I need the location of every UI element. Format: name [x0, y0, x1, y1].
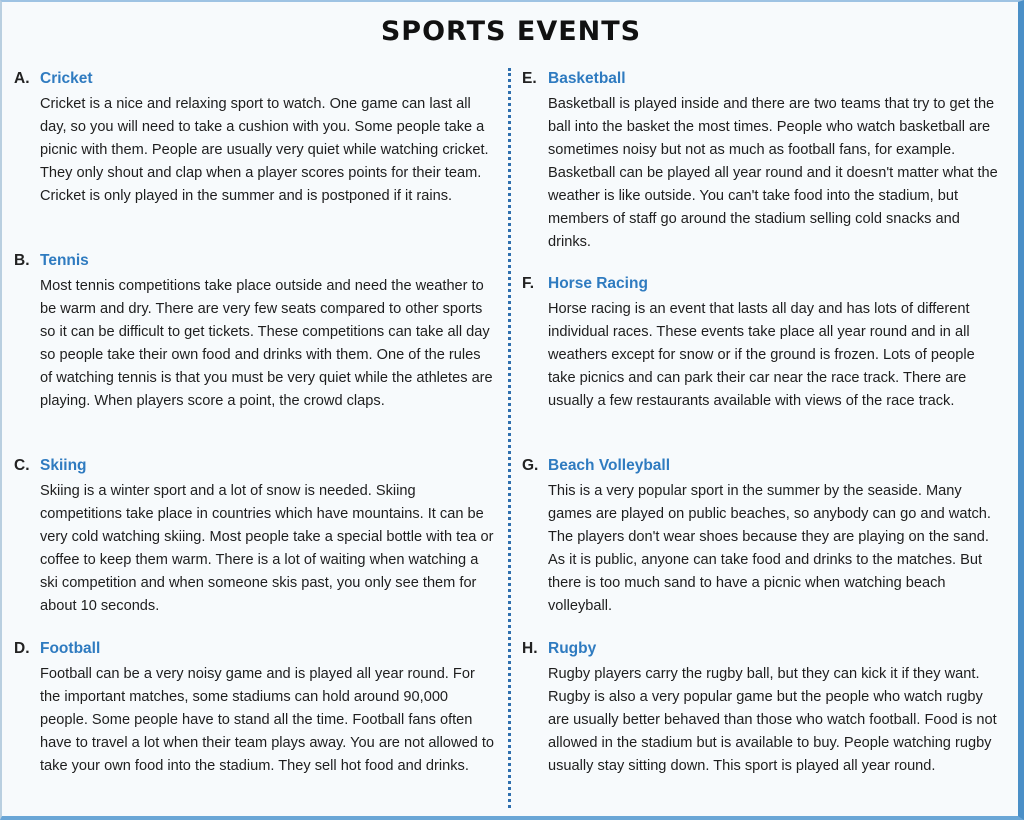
event-header — [522, 638, 998, 660]
event-description: This is a very popular sport in the summer by the seaside. Many games are played on public beaches, so anybody can go and watch. The players don't wear shoes because they are playing on the sand. As it is public, anyone can take food and drinks to the matches. But there is too much sand to have a picnic when watching beach volleyball. — [548, 483, 991, 614]
event-header — [522, 455, 998, 477]
event-header — [14, 68, 496, 90]
event-header — [14, 250, 496, 272]
event-letter: E. — [522, 70, 537, 87]
event-horse-racing — [522, 273, 998, 413]
event-description: Rugby players carry the rugby ball, but they can kick it if they want. Rugby is also a very popular game but the people who watch rugby are usually better behaved than those who watch football. Food is not allowed in the stadium but is available to buy. People watching rugby usually stay sitting down. This sport is played all year round. — [548, 666, 997, 774]
event-title: Beach Volleyball — [548, 457, 671, 474]
event-letter: F. — [522, 275, 535, 292]
event-letter: G. — [522, 457, 539, 474]
event-tennis — [14, 250, 496, 413]
event-letter: A. — [14, 70, 30, 87]
event-beach-volleyball — [522, 455, 998, 618]
event-letter: D. — [14, 640, 30, 657]
event-description: Football can be a very noisy game and is played all year round. For the important matches, some stadiums can hold around 90,000 people. Some people have to stand all the time. Football fans often have to travel a lot when their team plays away. You are not allowed to take your own food into the stadium. They sell hot food and drinks. — [40, 666, 495, 774]
event-letter: C. — [14, 457, 30, 474]
event-title: Horse Racing — [548, 275, 648, 292]
event-football — [14, 638, 496, 778]
event-letter: B. — [14, 252, 30, 269]
event-description: Cricket is a nice and relaxing sport to watch. One game can last all day, so you will need to take a cushion with you. Some people take a picnic with them. People are usually very quiet while watching cricket. They only shout and clap when a player scores points for their team. Cricket is only played in the summer and is postponed if it rains. — [40, 96, 489, 204]
event-title: Football — [40, 640, 101, 657]
event-basketball — [522, 68, 998, 254]
event-title: Cricket — [40, 70, 93, 87]
event-title: Basketball — [548, 70, 626, 87]
event-cricket — [14, 68, 496, 208]
page-title: SPORTS EVENTS — [380, 16, 642, 47]
event-description: Horse racing is an event that lasts all day and has lots of different individual races. These events take place all year round and in all weathers except for snow or if the ground is frozen. Lots of people take picnics and can park their car near the race track. There are usually a few restaurants available with views of the race track. — [548, 301, 975, 409]
event-rugby — [522, 638, 998, 778]
event-skiing — [14, 455, 496, 618]
event-description: Basketball is played inside and there are two teams that try to get the ball into the basket the most times. People who watch basketball are sometimes noisy but not as much as football fans, for example. Basketball can be played all year round and it doesn't matter what the weather is like outside. You can't take food into the stadium, but members of staff go around the stadium selling cold snacks and drinks. — [548, 96, 998, 250]
event-header — [14, 638, 496, 660]
event-description: Most tennis competitions take place outside and need the weather to be warm and dry. There are very few seats compared to other sports so it can be difficult to get tickets. These competitions can take all day so people take their own food and drinks with them. One of the rules of watching tennis is that you must be very quiet while the athletes are playing. When players score a point, the crowd claps. — [40, 278, 493, 409]
event-header — [14, 455, 496, 477]
event-title: Tennis — [40, 252, 89, 269]
event-header — [522, 68, 998, 90]
column-divider — [508, 68, 511, 808]
event-title: Skiing — [40, 457, 87, 474]
event-title: Rugby — [548, 640, 597, 657]
event-header — [522, 273, 998, 295]
event-description: Skiing is a winter sport and a lot of snow is needed. Skiing competitions take place in countries which have mountains. It can be very cold watching skiing. Most people take a special bottle with tea or coffee to keep them warm. There is a lot of waiting when watching a ski competition and when someone skis past, you only see them for about 10 seconds. — [40, 483, 494, 614]
event-letter: H. — [522, 640, 538, 657]
